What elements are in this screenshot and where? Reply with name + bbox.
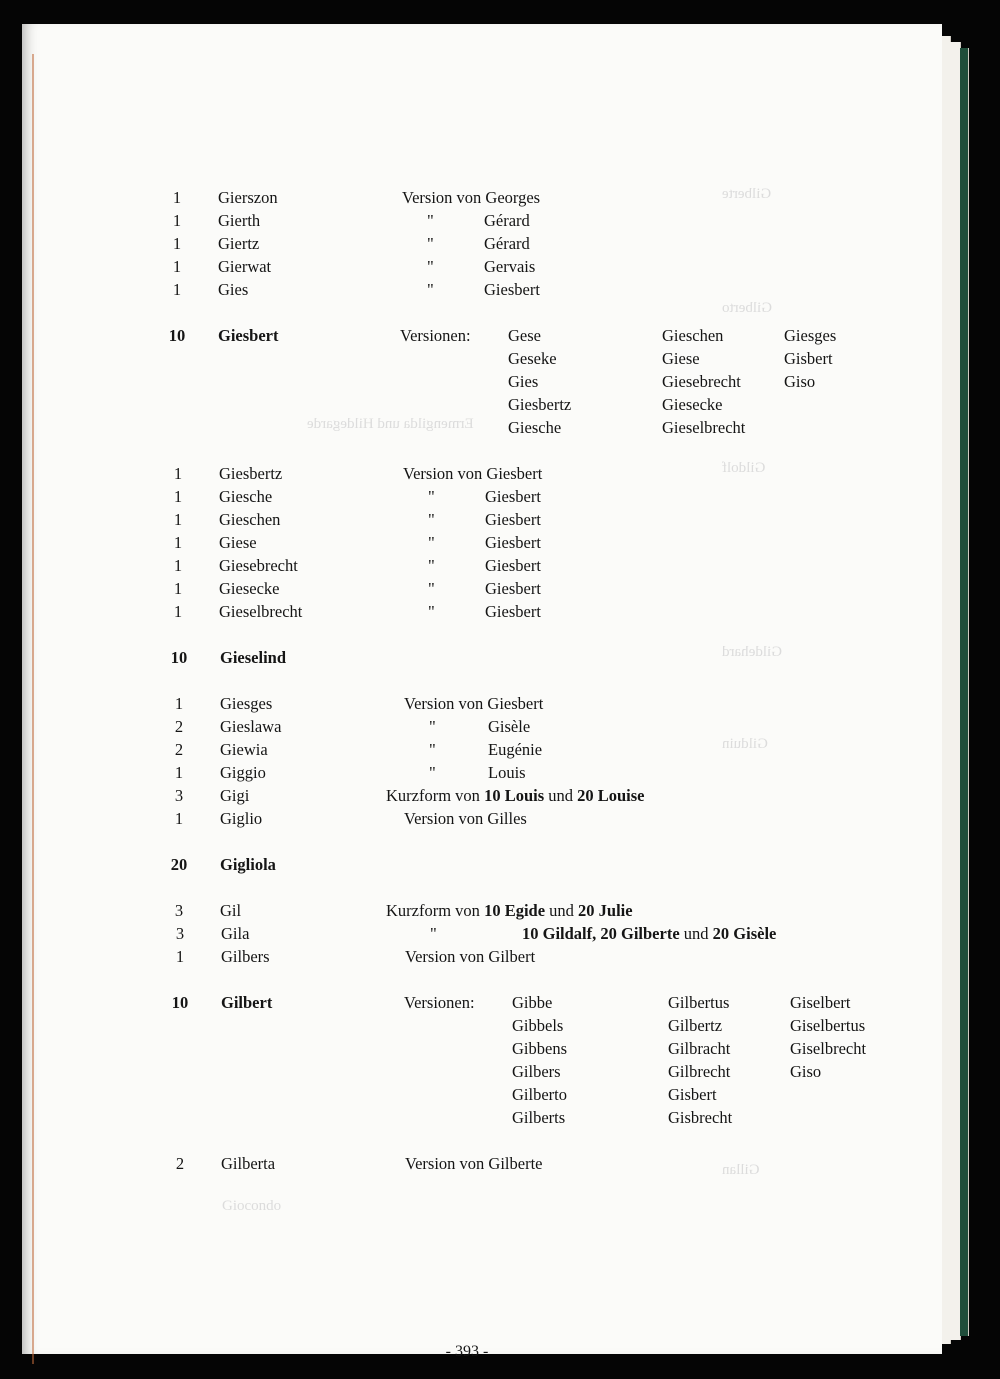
entry-description: Version von Giesbert bbox=[403, 464, 543, 483]
entry-weight: 1 bbox=[172, 188, 182, 207]
entry-name: Gierwat bbox=[218, 257, 272, 276]
entry-row bbox=[22, 1107, 942, 1130]
entry-description bbox=[386, 900, 633, 922]
entry-weight: 10 bbox=[170, 648, 188, 667]
reference-name: 10 Egide bbox=[484, 901, 546, 920]
entry-row bbox=[22, 509, 942, 532]
entry-name: Gies bbox=[218, 280, 249, 299]
entry-weight: 1 bbox=[172, 234, 182, 253]
description-text: Kurzform von bbox=[386, 901, 485, 920]
version-name: Gibbels bbox=[512, 1016, 564, 1035]
description-text: Kurzform von bbox=[386, 786, 485, 805]
entry-row bbox=[22, 279, 942, 302]
reference-name: Giesbert bbox=[485, 533, 541, 552]
ditto-mark: " bbox=[428, 556, 435, 575]
entry-weight: 3 bbox=[174, 901, 184, 920]
version-name: Gilbertus bbox=[668, 993, 730, 1012]
description-text: und bbox=[545, 901, 579, 920]
entry-weight: 1 bbox=[174, 809, 184, 828]
entry-weight: 1 bbox=[174, 694, 184, 713]
entry-weight: 1 bbox=[173, 602, 183, 621]
entry-row bbox=[22, 739, 942, 762]
entry-row bbox=[22, 578, 942, 601]
entry-row bbox=[22, 1038, 942, 1061]
description-text: und bbox=[544, 786, 578, 805]
entry-name: Gila bbox=[221, 924, 250, 943]
show-through-text: Gilberte bbox=[722, 186, 772, 202]
reference-name: Giesbert bbox=[485, 510, 541, 529]
version-name: Giso bbox=[790, 1062, 822, 1081]
reference-name: Gérard bbox=[484, 211, 530, 230]
versions-label: Versionen: bbox=[404, 993, 475, 1012]
ditto-mark: " bbox=[429, 717, 436, 736]
version-name: Gisbrecht bbox=[668, 1108, 733, 1127]
entry-name: Gierth bbox=[218, 211, 261, 230]
entry-row bbox=[22, 601, 942, 624]
entry-name: Gierszon bbox=[218, 188, 278, 207]
version-name: Gibbens bbox=[512, 1039, 567, 1058]
reference-name: Gisèle bbox=[488, 717, 531, 736]
version-name: Gieselbrecht bbox=[662, 418, 746, 437]
show-through-text: Gildehard bbox=[722, 644, 782, 660]
entry-description: Version von Gilbert bbox=[405, 947, 536, 966]
entry-name: Giertz bbox=[218, 234, 260, 253]
entry-row bbox=[22, 555, 942, 578]
version-name: Giesche bbox=[508, 418, 562, 437]
entry-name: Gilberta bbox=[221, 1154, 276, 1173]
entry-row bbox=[22, 854, 942, 877]
version-name: Gilbertz bbox=[668, 1016, 723, 1035]
ditto-mark: " bbox=[429, 763, 436, 782]
entry-list bbox=[22, 24, 942, 1354]
entry-row bbox=[22, 187, 942, 210]
version-name: Giesges bbox=[784, 326, 837, 345]
reference-name: 20 Gisèle bbox=[712, 924, 777, 943]
entry-weight: 1 bbox=[174, 763, 184, 782]
entry-name: Giesche bbox=[219, 487, 273, 506]
reference-name: 20 Louise bbox=[577, 786, 645, 805]
entry-row bbox=[22, 900, 942, 923]
entry-name: Giesges bbox=[220, 694, 273, 713]
entry-name: Gieslawa bbox=[220, 717, 282, 736]
ditto-mark: " bbox=[427, 280, 434, 299]
entry-description: Version von Gilles bbox=[404, 809, 527, 828]
page-number: - 393 - bbox=[445, 1343, 489, 1360]
entry-name: Gigi bbox=[220, 786, 250, 805]
entry-row bbox=[22, 210, 942, 233]
reference-name: 10 Louis bbox=[484, 786, 545, 805]
entry-name: Giesecke bbox=[219, 579, 280, 598]
entry-name: Giesbertz bbox=[219, 464, 283, 483]
ditto-mark: " bbox=[427, 257, 434, 276]
entry-weight: 1 bbox=[172, 257, 182, 276]
entry-row bbox=[22, 808, 942, 831]
ditto-mark: " bbox=[428, 487, 435, 506]
description-text: und bbox=[679, 924, 713, 943]
entry-row bbox=[22, 463, 942, 486]
entry-name: Giggio bbox=[220, 763, 266, 782]
entry-row bbox=[22, 762, 942, 785]
entry-weight: 1 bbox=[175, 947, 185, 966]
entry-row bbox=[22, 1015, 942, 1038]
entry-name: Gieselind bbox=[220, 648, 287, 667]
entry-name: Giesbert bbox=[218, 326, 279, 345]
entry-row bbox=[22, 716, 942, 739]
version-name: Gilberto bbox=[512, 1085, 567, 1104]
entry-weight: 1 bbox=[173, 487, 183, 506]
entry-weight: 1 bbox=[173, 579, 183, 598]
entry-row bbox=[22, 992, 942, 1015]
entry-name: Gieschen bbox=[219, 510, 281, 529]
entry-row bbox=[22, 394, 942, 417]
reference-name bbox=[522, 923, 776, 945]
versions-label: Versionen: bbox=[400, 326, 471, 345]
show-through-text: Gildolf bbox=[722, 460, 766, 476]
entry-row bbox=[22, 348, 942, 371]
entry-row bbox=[22, 325, 942, 348]
version-name: Gilbrecht bbox=[668, 1062, 731, 1081]
entry-weight: 2 bbox=[174, 717, 184, 736]
reference-name: Giesbert bbox=[485, 579, 541, 598]
reference-name: Giesbert bbox=[484, 280, 540, 299]
ditto-mark: " bbox=[427, 211, 434, 230]
version-name: Gies bbox=[508, 372, 539, 391]
entry-row bbox=[22, 693, 942, 716]
entry-weight: 2 bbox=[175, 1154, 185, 1173]
entry-weight: 1 bbox=[173, 533, 183, 552]
entry-name: Gieselbrecht bbox=[219, 602, 303, 621]
ditto-mark: " bbox=[428, 602, 435, 621]
entry-weight: 20 bbox=[170, 855, 188, 874]
entry-name: Giese bbox=[219, 533, 257, 552]
reference-name: Gérard bbox=[484, 234, 530, 253]
version-name: Gieschen bbox=[662, 326, 724, 345]
entry-row bbox=[22, 256, 942, 279]
entry-row bbox=[22, 923, 942, 946]
version-name: Gilbracht bbox=[668, 1039, 731, 1058]
version-name: Giesebrecht bbox=[662, 372, 741, 391]
entry-name: Gilbert bbox=[221, 993, 273, 1012]
entry-name: Gilbers bbox=[221, 947, 270, 966]
entry-row bbox=[22, 417, 942, 440]
entry-weight: 2 bbox=[174, 740, 184, 759]
reference-name: Giesbert bbox=[485, 487, 541, 506]
version-name: Gibbe bbox=[512, 993, 553, 1012]
version-name: Gese bbox=[508, 326, 541, 345]
version-name: Giso bbox=[784, 372, 816, 391]
show-through-text: Gillan bbox=[722, 1162, 760, 1178]
entry-name: Giglio bbox=[220, 809, 263, 828]
version-name: Giselbrecht bbox=[790, 1039, 867, 1058]
entry-weight: 1 bbox=[173, 464, 183, 483]
entry-name: Giewia bbox=[220, 740, 268, 759]
version-name: Gilberts bbox=[512, 1108, 566, 1127]
ditto-mark: " bbox=[428, 579, 435, 598]
entry-name: Gil bbox=[220, 901, 242, 920]
entry-row bbox=[22, 532, 942, 555]
entry-description bbox=[386, 785, 645, 807]
entry-weight: 1 bbox=[173, 510, 183, 529]
version-name: Giselbertus bbox=[790, 1016, 866, 1035]
entry-row bbox=[22, 233, 942, 256]
version-name: Giesecke bbox=[662, 395, 723, 414]
version-name: Giesbertz bbox=[508, 395, 572, 414]
reference-name: Giesbert bbox=[485, 602, 541, 621]
entry-weight: 1 bbox=[172, 280, 182, 299]
show-through-text: Gilberto bbox=[722, 300, 772, 316]
ditto-mark: " bbox=[428, 533, 435, 552]
show-through-text: Giocondo bbox=[222, 1198, 282, 1214]
reference-name: Louis bbox=[488, 763, 526, 782]
reference-name: 20 Julie bbox=[578, 901, 633, 920]
version-name: Gisbert bbox=[784, 349, 833, 368]
version-name: Giese bbox=[662, 349, 700, 368]
entry-row bbox=[22, 1153, 942, 1176]
entry-name: Giesebrecht bbox=[219, 556, 298, 575]
entry-row bbox=[22, 371, 942, 394]
version-name: Giselbert bbox=[790, 993, 851, 1012]
version-name: Gisbert bbox=[668, 1085, 717, 1104]
show-through-text: Ermengilda und Hildegarde bbox=[307, 416, 474, 432]
entry-row bbox=[22, 1061, 942, 1084]
ditto-mark: " bbox=[430, 924, 437, 943]
entry-row bbox=[22, 785, 942, 808]
entry-weight: 10 bbox=[171, 993, 189, 1012]
entry-description: Version von Gilberte bbox=[405, 1154, 543, 1173]
entry-description: Version von Giesbert bbox=[404, 694, 544, 713]
book-page bbox=[22, 24, 942, 1360]
entry-name: Gigliola bbox=[220, 855, 276, 874]
entry-row bbox=[22, 1084, 942, 1107]
show-through-text: Gilduin bbox=[722, 736, 768, 752]
entry-description: Version von Georges bbox=[402, 188, 541, 207]
ditto-mark: " bbox=[429, 740, 436, 759]
ditto-mark: " bbox=[428, 510, 435, 529]
entry-row bbox=[22, 647, 942, 670]
version-name: Gilbers bbox=[512, 1062, 561, 1081]
entry-weight: 1 bbox=[173, 556, 183, 575]
reference-name: Giesbert bbox=[485, 556, 541, 575]
reference-name: 10 Gildalf, 20 Gilberte bbox=[522, 924, 680, 943]
entry-row bbox=[22, 486, 942, 509]
entry-weight: 1 bbox=[172, 211, 182, 230]
version-name: Geseke bbox=[508, 349, 557, 368]
reference-name: Eugénie bbox=[488, 740, 543, 759]
ditto-mark: " bbox=[427, 234, 434, 253]
entry-row bbox=[22, 946, 942, 969]
entry-weight: 3 bbox=[174, 786, 184, 805]
reference-name: Gervais bbox=[484, 257, 536, 276]
entry-weight: 3 bbox=[175, 924, 185, 943]
entry-weight: 10 bbox=[168, 326, 186, 345]
